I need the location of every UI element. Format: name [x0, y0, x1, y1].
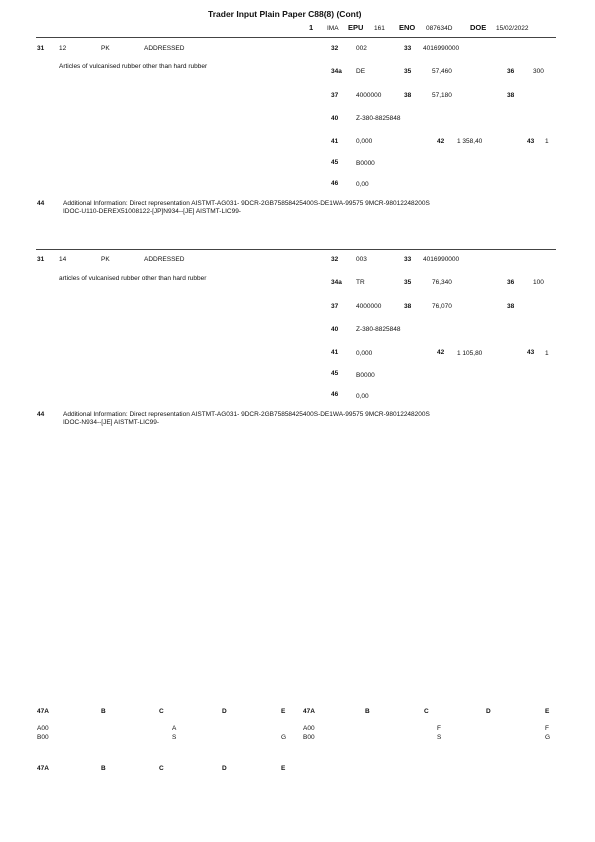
box-45-value: B0000 — [356, 372, 375, 379]
package-kind: PK — [101, 256, 110, 263]
box-42-value: 1 105,80 — [457, 350, 483, 357]
box-34a-label: 34a — [331, 68, 342, 75]
tax-col-header: D — [222, 708, 227, 715]
tax-cell: F — [545, 725, 549, 732]
box-46-value: 0,00 — [356, 181, 369, 188]
epu-value: 161 — [374, 25, 385, 32]
additional-info-line-2: IDOC-N934--[JE] AISTMT-LIC99- — [63, 419, 160, 426]
box-40-label: 40 — [331, 115, 339, 122]
doe-value: 15/02/2022 — [496, 25, 529, 32]
tax-col-header: E — [281, 765, 286, 772]
box-32-label: 32 — [331, 256, 339, 263]
box-32-value: 003 — [356, 256, 367, 263]
eno-value: 087634D — [426, 25, 453, 32]
tax-col-header: 47A — [303, 708, 315, 715]
box-33-value: 4016990000 — [423, 45, 460, 52]
box-42-label: 42 — [437, 138, 445, 145]
box-37-label: 37 — [331, 303, 339, 310]
item-number: 12 — [59, 45, 67, 52]
tax-cell: B00 — [37, 734, 49, 741]
tax-cell: A00 — [303, 725, 315, 732]
box-46-label: 46 — [331, 391, 339, 398]
tax-col-header: D — [486, 708, 491, 715]
tax-cell: F — [437, 725, 441, 732]
box-33-value: 4016990000 — [423, 256, 460, 263]
box-41-label: 41 — [331, 138, 339, 145]
additional-info-line-2: IDOC-U110-DEREX51008122-[JP]N934--[JE] AISTMT-LIC99- — [63, 208, 241, 215]
box-45-value: B0000 — [356, 160, 375, 167]
goods-description: articles of vulcanised rubber other than hard rubber — [59, 275, 207, 282]
tax-col-header: C — [159, 765, 164, 772]
tax-col-header: 47A — [37, 765, 49, 772]
tax-col-header: B — [101, 765, 106, 772]
marks-text: ADDRESSED — [144, 45, 185, 52]
tax-col-header: E — [545, 708, 550, 715]
box-41-value: 0,000 — [356, 350, 373, 357]
page-title: Trader Input Plain Paper C88(8) (Cont) — [208, 9, 362, 19]
box-41-value: 0,000 — [356, 138, 373, 145]
box-36-label: 36 — [507, 279, 515, 286]
tax-cell: S — [437, 734, 442, 741]
box-43-label: 43 — [527, 349, 535, 356]
box-44-label: 44 — [37, 200, 45, 207]
tax-col-header: D — [222, 765, 227, 772]
page-number: 1 — [309, 23, 314, 32]
box-45-label: 45 — [331, 159, 339, 166]
item-number: 14 — [59, 256, 67, 263]
box-45-label: 45 — [331, 370, 339, 377]
box-44-label: 44 — [37, 411, 45, 418]
ima-label: IMA — [327, 25, 339, 32]
box-33-label: 33 — [404, 256, 412, 263]
box-37-value: 4000000 — [356, 303, 382, 310]
box-46-label: 46 — [331, 180, 339, 187]
box-35-value: 57,460 — [432, 68, 452, 75]
box-38-value: 76,070 — [432, 303, 452, 310]
tax-cell: G — [281, 734, 287, 741]
marks-text: ADDRESSED — [144, 256, 185, 263]
box-37-value: 4000000 — [356, 92, 382, 99]
box-40-value: Z-380-8825848 — [356, 326, 401, 333]
box-39-label: 38 — [507, 92, 515, 99]
epu-label: EPU — [348, 23, 364, 32]
box-36-value: 100 — [533, 279, 544, 286]
tax-col-header: 47A — [37, 708, 49, 715]
additional-info-line-1: Additional Information: Direct representation AISTMT-AG031- 9DCR-2GB75858425400S-DE1WA-99575 9MCR-98012248200S — [63, 411, 430, 418]
box-32-value: 002 — [356, 45, 367, 52]
box-34a-value: TR — [356, 279, 365, 286]
box-39-label: 38 — [507, 303, 515, 310]
tax-cell: B00 — [303, 734, 315, 741]
box-35-label: 35 — [404, 279, 412, 286]
tax-cell: A00 — [37, 725, 49, 732]
tax-cell: S — [172, 734, 177, 741]
additional-info-line-1: Additional Information: Direct representation AISTMT-AG031- 9DCR-2GB75858425400S-DE1WA-99575 9MCR-98012248200S — [63, 200, 430, 207]
box-38-value: 57,180 — [432, 92, 452, 99]
box-36-label: 36 — [507, 68, 515, 75]
box-38-label: 38 — [404, 92, 412, 99]
box-35-label: 35 — [404, 68, 412, 75]
tax-col-header: E — [281, 708, 286, 715]
box-43-value: 1 — [545, 138, 549, 145]
goods-description: Articles of vulcanised rubber other than hard rubber — [59, 63, 208, 70]
box-41-label: 41 — [331, 349, 339, 356]
header-rule — [36, 37, 556, 38]
box-40-label: 40 — [331, 326, 339, 333]
item-separator-rule — [36, 249, 556, 250]
box-37-label: 37 — [331, 92, 339, 99]
box-46-value: 0,00 — [356, 393, 369, 400]
tax-col-header: B — [365, 708, 370, 715]
tax-col-header: C — [424, 708, 429, 715]
tax-col-header: C — [159, 708, 164, 715]
eno-label: ENO — [399, 23, 416, 32]
box-32-label: 32 — [331, 45, 339, 52]
box-34a-value: DE — [356, 68, 366, 75]
box-35-value: 76,340 — [432, 279, 452, 286]
tax-cell: A — [172, 725, 177, 732]
package-kind: PK — [101, 45, 110, 52]
box-36-value: 300 — [533, 68, 544, 75]
doe-label: DOE — [470, 23, 487, 32]
box-42-value: 1 358,40 — [457, 138, 483, 145]
box-40-value: Z-380-8825848 — [356, 115, 401, 122]
box-31-label: 31 — [37, 256, 45, 263]
box-33-label: 33 — [404, 45, 412, 52]
box-34a-label: 34a — [331, 279, 342, 286]
box-38-label: 38 — [404, 303, 412, 310]
box-31-label: 31 — [37, 45, 45, 52]
box-42-label: 42 — [437, 349, 445, 356]
tax-col-header: B — [101, 708, 106, 715]
box-43-label: 43 — [527, 138, 535, 145]
tax-cell: G — [545, 734, 551, 741]
box-43-value: 1 — [545, 350, 549, 357]
